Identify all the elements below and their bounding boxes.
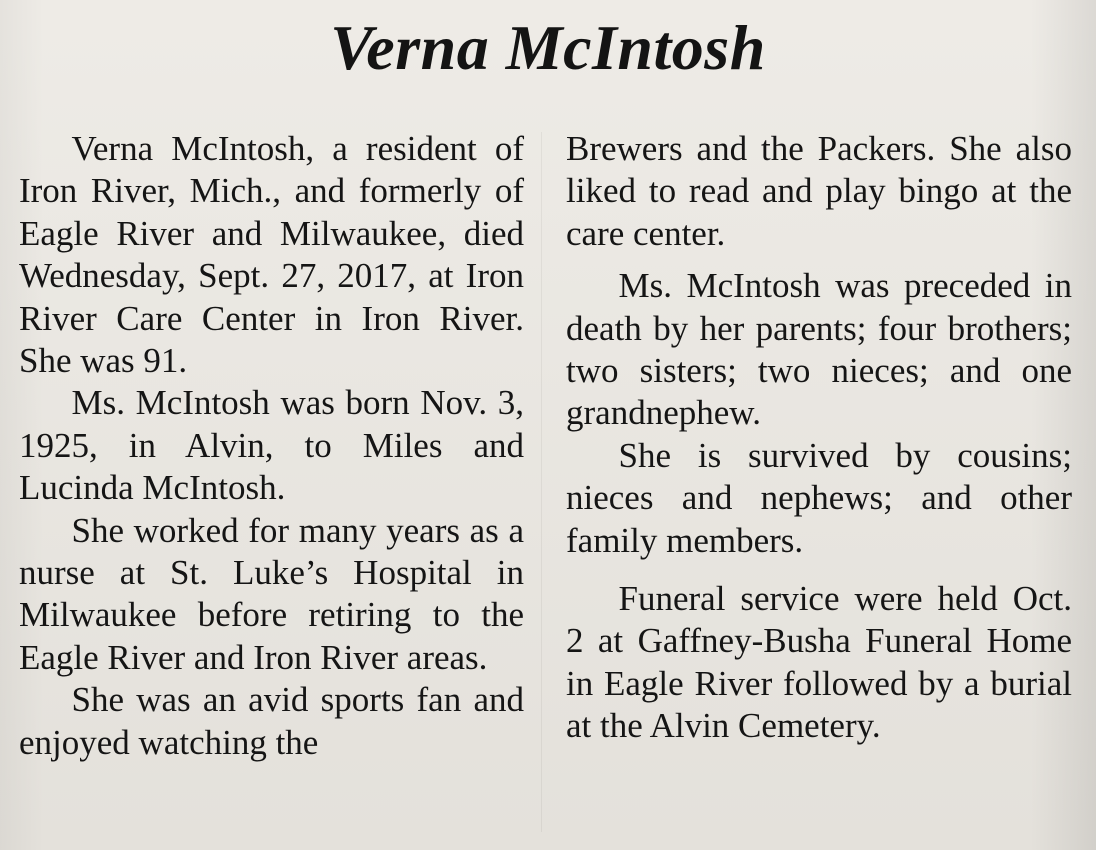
paragraph-preceded-in-death: Ms. McIntosh was preceded in death by her parents; four brothers; two sisters; two nieces; and one grandnephew. (566, 266, 1072, 433)
paragraph-career: She worked for many years as a nurse at St. Luke’s Hospital in Milwaukee before retiring to the Eagle River and Iron River areas. (19, 510, 524, 677)
column-divider (541, 132, 542, 832)
paragraph-death-notice: Verna McIntosh, a resident of Iron River, Mich., and formerly of Eagle River and Milwaukee, died Wednesday, Sept. 27, 2017, at Iron River Care Center in Iron River. She was 91. (19, 129, 524, 381)
right-column (566, 128, 1072, 748)
paragraph-survivors: She is survived by cousins; nieces and nephews; and other family members. (566, 435, 1072, 560)
paragraph-funeral-service: Funeral service were held Oct. 2 at Gaffney-Busha Funeral Home in Eagle River followed by a burial at the Alvin Cemetery. (566, 579, 1072, 746)
paragraph-birth: Ms. McIntosh was born Nov. 3, 1925, in Alvin, to Miles and Lucinda McIntosh. (19, 383, 524, 508)
left-column (19, 128, 524, 764)
paragraph-interests-start: She was an avid sports fan and enjoyed watching the (19, 680, 524, 762)
obituary-headline: Verna McIntosh (330, 12, 766, 83)
paragraph-interests-continued: Brewers and the Packers. She also liked to read and play bingo at the care center. (566, 129, 1072, 253)
